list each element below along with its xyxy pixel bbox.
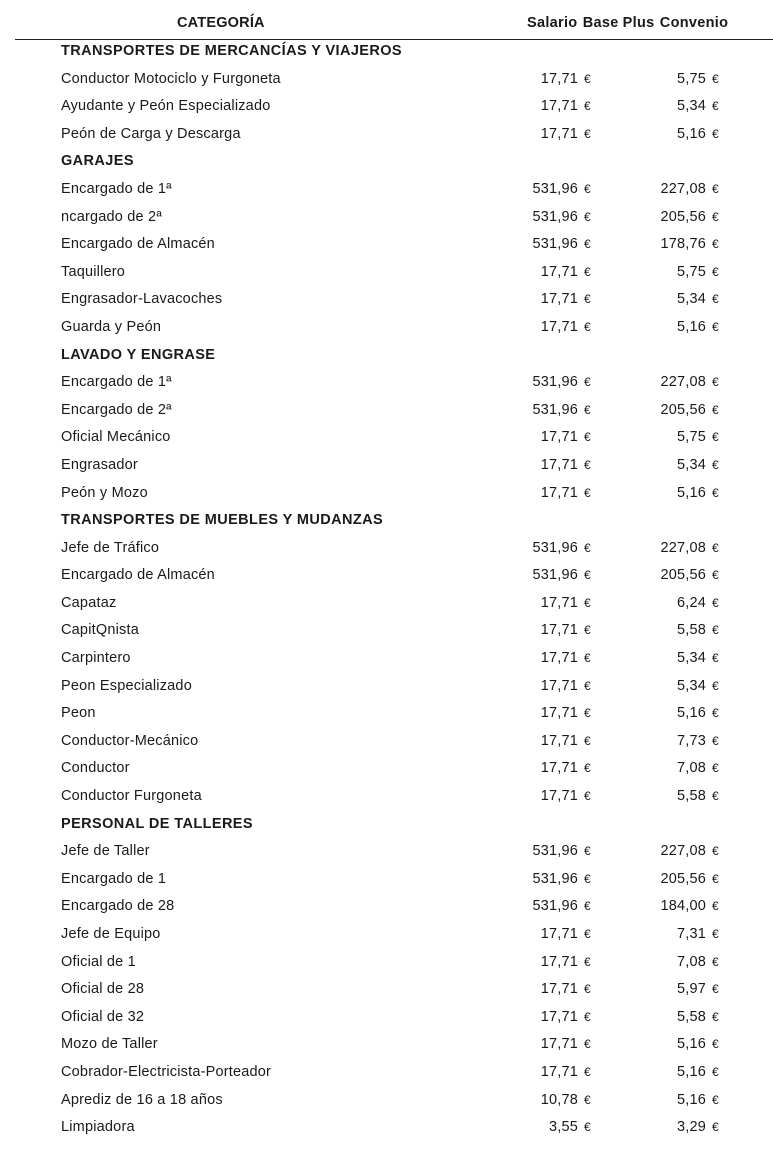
euro-symbol: € (584, 540, 591, 555)
euro-symbol: € (712, 651, 719, 666)
salario-base-value: 17,71 (540, 70, 578, 87)
category-name: Jefe de Taller (61, 843, 150, 860)
plus-convenio-value: 205,56 (660, 567, 706, 584)
category-name: Oficial de 28 (61, 981, 145, 998)
euro-symbol: € (584, 1092, 591, 1107)
euro-symbol: € (584, 844, 591, 859)
category-name: Peón y Mozo (61, 484, 148, 501)
salario-base-value: 17,71 (540, 981, 578, 998)
table-row (0, 701, 773, 729)
salario-base-value: 17,71 (540, 788, 578, 805)
table-row (0, 1032, 773, 1060)
euro-symbol: € (584, 733, 591, 748)
salario-base-value: 17,71 (540, 1008, 578, 1025)
section-heading-row (0, 149, 773, 177)
plus-convenio-value: 5,58 (676, 788, 706, 805)
category-name: Encargado de Almacén (61, 567, 215, 584)
category-name: Carpintero (61, 650, 131, 667)
category-name: Mozo de Taller (61, 1036, 158, 1053)
table-row (0, 729, 773, 757)
table-row (0, 536, 773, 564)
euro-symbol: € (712, 1037, 719, 1052)
euro-symbol: € (584, 651, 591, 666)
plus-convenio-value: 5,58 (676, 1008, 706, 1025)
euro-symbol: € (712, 1064, 719, 1079)
table-body (0, 39, 773, 1143)
euro-symbol: € (584, 485, 591, 500)
euro-symbol: € (712, 181, 719, 196)
plus-convenio-value: 5,16 (676, 1036, 706, 1053)
table-row (0, 674, 773, 702)
salario-base-value: 17,71 (540, 926, 578, 942)
euro-symbol: € (712, 71, 719, 86)
euro-symbol: € (584, 430, 591, 445)
column-headers-right (527, 15, 732, 31)
euro-symbol: € (712, 319, 719, 334)
plus-convenio-value: 3,29 (676, 1119, 706, 1136)
euro-symbol: € (712, 871, 719, 886)
euro-symbol: € (584, 209, 591, 224)
euro-symbol: € (584, 71, 591, 86)
section-title: TRANSPORTES DE MERCANCÍAS Y VIAJEROS (61, 43, 402, 59)
euro-symbol: € (584, 927, 591, 941)
category-name: Conductor-Mecánico (61, 732, 199, 749)
category-name: Oficial de 1 (61, 953, 136, 970)
euro-symbol: € (584, 982, 591, 997)
table-row (0, 67, 773, 95)
section-title: LAVADO Y ENGRASE (61, 346, 216, 363)
euro-symbol: € (584, 1064, 591, 1079)
plus-convenio-value: 7,73 (676, 732, 706, 749)
category-name: CapitQnista (61, 622, 139, 639)
category-name: Oficial Mecánico (61, 429, 171, 446)
plus-convenio-value: 5,34 (676, 677, 706, 694)
plus-convenio-value: 227,08 (660, 374, 706, 391)
euro-symbol: € (712, 209, 719, 224)
salario-base-value: 3,55 (548, 1119, 578, 1136)
plus-convenio-value: 5,34 (676, 456, 706, 473)
salario-base-value: 531,96 (532, 236, 578, 253)
salario-base-value: 531,96 (532, 374, 578, 391)
table-row (0, 287, 773, 315)
salario-base-value: 17,71 (540, 622, 578, 639)
salario-base-value: 17,71 (540, 318, 578, 335)
euro-symbol: € (712, 237, 719, 252)
category-name: Oficial de 32 (61, 1008, 145, 1025)
plus-convenio-value: 5,34 (676, 650, 706, 667)
column-header-categoria: CATEGORÍA (177, 15, 265, 31)
plus-convenio-value: 227,08 (660, 843, 706, 860)
euro-symbol: € (712, 706, 719, 721)
salario-base-value: 17,71 (540, 732, 578, 749)
salario-base-value: 17,71 (540, 594, 578, 611)
category-name: Capataz (61, 594, 117, 611)
section-title: GARAJES (61, 153, 134, 170)
euro-symbol: € (584, 375, 591, 390)
salario-base-value: 17,71 (540, 125, 578, 142)
table-row (0, 1088, 773, 1116)
table-row (0, 922, 773, 950)
section-heading-row (0, 812, 773, 840)
plus-convenio-value: 205,56 (660, 208, 706, 225)
plus-convenio-value: 5,16 (676, 705, 706, 722)
plus-convenio-value: 184,00 (660, 898, 706, 915)
plus-convenio-value: 5,16 (676, 484, 706, 501)
plus-convenio-value: 5,16 (676, 125, 706, 142)
salario-base-value: 531,96 (532, 539, 578, 556)
salario-base-value: 17,71 (540, 760, 578, 777)
euro-symbol: € (584, 761, 591, 776)
table-row (0, 177, 773, 205)
table-row (0, 205, 773, 233)
category-name: Jefe de Equipo (61, 926, 161, 942)
table-row (0, 591, 773, 619)
category-name: Encargado de 2ª (61, 401, 172, 418)
plus-convenio-value: 5,16 (676, 318, 706, 335)
table-row (0, 839, 773, 867)
section-title: TRANSPORTES DE MUEBLES Y MUDANZAS (61, 512, 384, 529)
table-row (0, 453, 773, 481)
table-row (0, 425, 773, 453)
euro-symbol: € (712, 457, 719, 472)
table-row (0, 894, 773, 922)
euro-symbol: € (584, 678, 591, 693)
salario-base-value: 17,71 (540, 263, 578, 280)
section-heading-row (0, 343, 773, 371)
table-row (0, 950, 773, 978)
plus-convenio-value: 205,56 (660, 401, 706, 418)
plus-convenio-value: 227,08 (660, 180, 706, 197)
salario-base-value: 17,71 (540, 429, 578, 446)
table-row (0, 563, 773, 591)
category-name: Limpiadora (61, 1119, 135, 1136)
table-row (0, 398, 773, 426)
euro-symbol: € (584, 623, 591, 638)
euro-symbol: € (712, 485, 719, 500)
euro-symbol: € (584, 126, 591, 141)
euro-symbol: € (584, 871, 591, 886)
plus-convenio-value: 6,24 (676, 594, 706, 611)
euro-symbol: € (584, 181, 591, 196)
euro-symbol: € (584, 237, 591, 252)
salario-base-value: 17,71 (540, 705, 578, 722)
category-name: Engrasador-Lavacoches (61, 291, 223, 308)
column-header-salario-base: Salario Base (527, 15, 619, 31)
euro-symbol: € (584, 319, 591, 334)
salario-base-value: 17,71 (540, 677, 578, 694)
category-name: Jefe de Tráfico (61, 539, 160, 556)
euro-symbol: € (584, 595, 591, 610)
table-row (0, 784, 773, 812)
euro-symbol: € (712, 402, 719, 417)
category-name: Guarda y Peón (61, 318, 162, 335)
plus-convenio-value: 7,08 (676, 760, 706, 777)
euro-symbol: € (584, 457, 591, 472)
table-row (0, 260, 773, 288)
plus-convenio-value: 5,16 (676, 1063, 706, 1080)
category-name: Conductor Furgoneta (61, 788, 202, 805)
euro-symbol: € (712, 733, 719, 748)
euro-symbol: € (712, 430, 719, 445)
euro-symbol: € (584, 706, 591, 721)
table-row (0, 756, 773, 784)
salario-base-value: 17,71 (540, 484, 578, 501)
euro-symbol: € (584, 954, 591, 969)
euro-symbol: € (584, 899, 591, 914)
plus-convenio-value: 227,08 (660, 539, 706, 556)
table-row (0, 618, 773, 646)
euro-symbol: € (712, 927, 719, 941)
euro-symbol: € (712, 1120, 719, 1135)
euro-symbol: € (584, 292, 591, 307)
euro-symbol: € (712, 126, 719, 141)
table-row (0, 1060, 773, 1088)
salario-base-value: 531,96 (532, 208, 578, 225)
plus-convenio-value: 205,56 (660, 870, 706, 887)
category-name: Peon (61, 705, 96, 722)
plus-convenio-value: 7,08 (676, 953, 706, 970)
salario-base-value: 531,96 (532, 843, 578, 860)
euro-symbol: € (712, 595, 719, 610)
table-row (0, 232, 773, 260)
category-name: Ayudante y Peón Especializado (61, 98, 271, 115)
table-header (0, 0, 773, 40)
euro-symbol: € (712, 954, 719, 969)
table-row (0, 646, 773, 674)
category-name: Encargado de Almacén (61, 236, 215, 253)
euro-symbol: € (712, 844, 719, 859)
salario-base-value: 17,71 (540, 456, 578, 473)
plus-convenio-value: 5,75 (676, 70, 706, 87)
euro-symbol: € (712, 99, 719, 114)
salario-base-value: 531,96 (532, 180, 578, 197)
euro-symbol: € (712, 899, 719, 914)
plus-convenio-value: 5,75 (676, 429, 706, 446)
salario-base-value: 17,71 (540, 291, 578, 308)
euro-symbol: € (712, 540, 719, 555)
category-name: Aprediz de 16 a 18 años (61, 1091, 223, 1108)
category-name: Peon Especializado (61, 677, 192, 694)
euro-symbol: € (712, 761, 719, 776)
category-name: Taquillero (61, 263, 126, 280)
euro-symbol: € (712, 789, 719, 804)
table-row (0, 977, 773, 1005)
euro-symbol: € (584, 264, 591, 279)
plus-convenio-value: 5,16 (676, 1091, 706, 1108)
salario-base-value: 17,71 (540, 650, 578, 667)
euro-symbol: € (584, 402, 591, 417)
euro-symbol: € (584, 1037, 591, 1052)
category-name: ncargado de 2ª (61, 208, 162, 225)
plus-convenio-value: 5,58 (676, 622, 706, 639)
plus-convenio-value: 5,97 (676, 981, 706, 998)
table-row (0, 1115, 773, 1143)
table-row (0, 122, 773, 150)
salario-base-value: 17,71 (540, 1036, 578, 1053)
table-row (0, 94, 773, 122)
salario-base-value: 531,96 (532, 401, 578, 418)
euro-symbol: € (712, 568, 719, 583)
category-name: Peón de Carga y Descarga (61, 125, 241, 142)
euro-symbol: € (712, 678, 719, 693)
euro-symbol: € (584, 1120, 591, 1135)
table-row (0, 481, 773, 509)
category-name: Conductor Motociclo y Furgoneta (61, 70, 281, 87)
category-name: Engrasador (61, 456, 138, 473)
plus-convenio-value: 178,76 (660, 236, 706, 253)
plus-convenio-value: 5,75 (676, 263, 706, 280)
section-title: PERSONAL DE TALLERES (61, 815, 253, 832)
category-name: Encargado de 1 (61, 870, 167, 887)
euro-symbol: € (712, 623, 719, 638)
category-name: Encargado de 28 (61, 898, 175, 915)
plus-convenio-value: 7,31 (676, 926, 706, 942)
euro-symbol: € (584, 789, 591, 804)
euro-symbol: € (712, 982, 719, 997)
plus-convenio-value: 5,34 (676, 291, 706, 308)
salario-base-value: 10,78 (540, 1091, 578, 1108)
euro-symbol: € (712, 375, 719, 390)
section-heading-row (0, 39, 773, 67)
table-row (0, 1005, 773, 1033)
salario-base-value: 17,71 (540, 98, 578, 115)
category-name: Conductor (61, 760, 130, 777)
category-name: Encargado de 1ª (61, 180, 172, 197)
plus-convenio-value: 5,34 (676, 98, 706, 115)
euro-symbol: € (712, 1009, 719, 1024)
salario-base-value: 17,71 (540, 1063, 578, 1080)
table-row (0, 315, 773, 343)
category-name: Cobrador-Electricista-Porteador (61, 1063, 272, 1080)
section-heading-row (0, 508, 773, 536)
salario-base-value: 531,96 (532, 870, 578, 887)
column-header-plus-convenio: Plus Convenio (622, 15, 729, 31)
euro-symbol: € (712, 1092, 719, 1107)
euro-symbol: € (584, 568, 591, 583)
euro-symbol: € (712, 264, 719, 279)
salario-base-value: 17,71 (540, 953, 578, 970)
table-row (0, 370, 773, 398)
salario-base-value: 531,96 (532, 567, 578, 584)
category-name: Encargado de 1ª (61, 374, 172, 391)
salario-base-value: 531,96 (532, 898, 578, 915)
euro-symbol: € (584, 1009, 591, 1024)
euro-symbol: € (712, 292, 719, 307)
table-row (0, 867, 773, 895)
euro-symbol: € (584, 99, 591, 114)
